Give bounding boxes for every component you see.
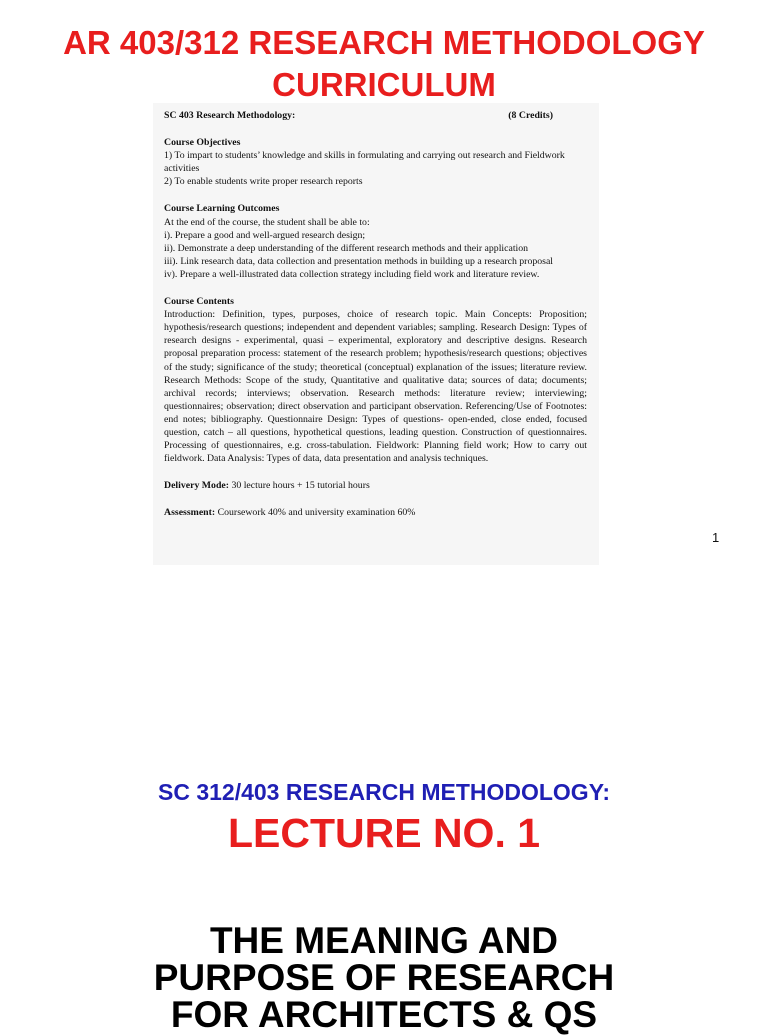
page-title-line-2: CURRICULUM <box>272 66 496 103</box>
page-number: 1 <box>712 530 720 545</box>
outcome-item: iv). Prepare a well-illustrated data collection strategy including field work and literature review. <box>164 268 540 280</box>
course-credits: (8 Credits) <box>508 110 553 121</box>
course-code-title: SC 403 Research Methodology: <box>164 110 296 121</box>
course-header-row <box>164 109 587 122</box>
outcomes-heading: Course Learning Outcomes <box>164 203 280 215</box>
assessment-value: Coursework 40% and university examination 60% <box>215 507 416 519</box>
curriculum-scan <box>153 103 599 565</box>
objective-item: 2) To enable students write proper research reports <box>164 176 363 188</box>
lecture-title-line-3: FOR ARCHITECTS & QS <box>170 994 598 1035</box>
objective-item: 1) To impart to students’ knowledge and skills in formulating and carrying out research and Fieldwork activities <box>164 150 565 175</box>
assessment <box>164 506 587 519</box>
delivery-mode <box>164 479 587 492</box>
outcomes-intro: At the end of the course, the student shall be able to: <box>164 216 370 228</box>
page-title-line-1: AR 403/312 RESEARCH METHODOLOGY <box>63 24 705 61</box>
delivery-value: 30 lecture hours + 15 tutorial hours <box>229 480 370 492</box>
lecture-title <box>0 922 768 1033</box>
lecture-title-line-1: THE MEANING AND <box>209 920 559 961</box>
lecture-course-code: SC 312/403 RESEARCH METHODOLOGY: <box>157 779 610 805</box>
outcome-item: ii). Demonstrate a deep understanding of the different research methods and their application <box>164 242 529 254</box>
outcome-item: iii). Link research data, data collection and presentation methods in building up a research proposal <box>164 255 554 267</box>
delivery-label: Delivery Mode: <box>164 480 230 492</box>
assessment-label: Assessment: <box>164 507 216 519</box>
lecture-title-line-2: PURPOSE OF RESEARCH <box>153 957 615 998</box>
page-title <box>0 22 768 106</box>
contents-heading: Course Contents <box>164 296 234 308</box>
objectives-heading: Course Objectives <box>164 137 241 149</box>
lecture-number: LECTURE NO. 1 <box>227 810 541 856</box>
outcome-item: i). Prepare a good and well-argued research design; <box>164 229 366 241</box>
contents-paragraph: Introduction: Definition, types, purposes, choice of research topic. Main Concepts: Proposition; hypothesis/research questions; independent and dependent variables; sampling. Research Design: Types of research designs - experimental, quasi – experimental, exploratory and descriptive designs. Research proposal preparation process: statement of the research problem; hypothesis/research questions; objectives of the study; significance of the study; theoretical (conceptual) explanation of the issues; literature review. Research Methods: Scope of the study, Quantitative and qualitative data; sources of data; documents; archival records; interviews; observation. Research methods: literature review; interviewing; questionnaires; observation; direct observation and participant observation. Referencing/Use of Footnotes: end notes; bibliography. Questionnaire Design: Types of questions- open-ended, close ended, focused question, catch – all questions, hypothetical questions, leading question. Construction of questionnaires. Processing of questionnaires, e.g. cross-tabulation. Fieldwork: Planning field work; How to carry out fieldwork. Data Analysis: Types of data, data presentation and analysis techniques. <box>164 309 587 465</box>
